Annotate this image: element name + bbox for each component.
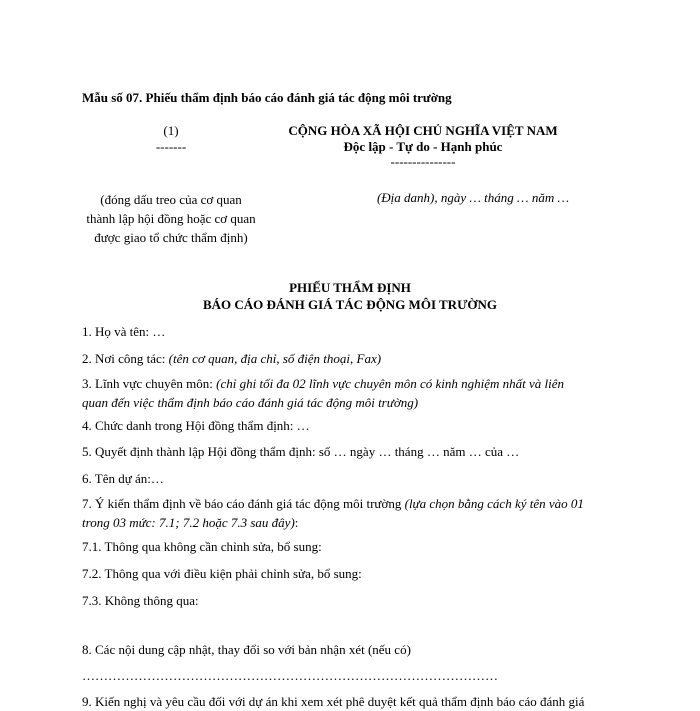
item-2-note: (tên cơ quan, địa chỉ, số điện thoại, Fax) (168, 351, 382, 366)
item-3-note-line-2: quan đến việc thẩm định báo cáo đánh giá tác động môi trường) (82, 395, 419, 410)
item-2-label: 2. Nơi công tác: (82, 351, 169, 366)
item-9-recommendations: 9. Kiến nghị và yêu cầu đối với dự án khi xem xét phê duyệt kết quả thẩm định báo cáo đánh giá (82, 694, 585, 709)
item-8-dotted-line: …………………………………………………………………………………… (82, 668, 498, 683)
item-7-colon: : (294, 515, 299, 530)
item-7-note-line-1: (lựa chọn bằng cách ký tên vào 01 (404, 496, 584, 511)
item-5-decision: 5. Quyết định thành lập Hội đồng thẩm định: số … ngày … tháng … năm … của … (82, 444, 520, 459)
item-8-updates: 8. Các nội dung cập nhật, thay đổi so với bản nhận xét (nếu có) (82, 642, 411, 657)
stamp-note-line-1: (đóng dấu treo của cơ quan (100, 192, 242, 207)
stamp-note-line-2: thành lập hội đồng hoặc cơ quan (86, 211, 256, 226)
item-7-1: 7.1. Thông qua không cần chỉnh sửa, bổ sung: (82, 539, 322, 554)
agency-divider: ------- (155, 139, 187, 154)
motto-divider: --------------- (390, 154, 456, 169)
item-4-role: 4. Chức danh trong Hội đồng thẩm định: … (82, 418, 310, 433)
form-title: Mẫu số 07. Phiếu thẩm định báo cáo đánh giá tác động môi trường (82, 90, 452, 105)
item-3-note-line-1: (chỉ ghi tối đa 02 lĩnh vực chuyên môn có kinh nghiệm nhất và liên (216, 376, 565, 391)
item-6-project: 6. Tên dự án:… (82, 471, 164, 486)
place-date: (Địa danh), ngày … tháng … năm … (376, 190, 570, 205)
agency-number: (1) (163, 123, 179, 138)
national-motto: Độc lập - Tự do - Hạnh phúc (343, 139, 503, 154)
country-name: CỘNG HÒA XÃ HỘI CHỦ NGHĨA VIỆT NAM (288, 123, 558, 138)
doc-title-line-1: PHIẾU THẨM ĐỊNH (289, 280, 411, 295)
item-7-opinion (82, 494, 622, 532)
item-7-note-line-2: trong 03 mức: 7.1; 7.2 hoặc 7.3 sau đây) (82, 515, 295, 530)
stamp-note (66, 190, 276, 247)
doc-title-line-2: BÁO CÁO ĐÁNH GIÁ TÁC ĐỘNG MÔI TRƯỜNG (202, 297, 498, 312)
item-7-label: 7. Ý kiến thẩm định về báo cáo đánh giá tác động môi trường (82, 496, 405, 511)
item-3-expertise (82, 374, 622, 412)
item-2-workplace (82, 349, 622, 368)
item-7-2: 7.2. Thông qua với điều kiện phải chỉnh sửa, bổ sung: (82, 566, 362, 581)
item-7-3: 7.3. Không thông qua: (82, 593, 199, 608)
item-1-name: 1. Họ và tên: … (82, 324, 166, 339)
stamp-note-line-3: được giao tổ chức thẩm định) (94, 230, 248, 245)
item-3-label: 3. Lĩnh vực chuyên môn: (82, 376, 217, 391)
